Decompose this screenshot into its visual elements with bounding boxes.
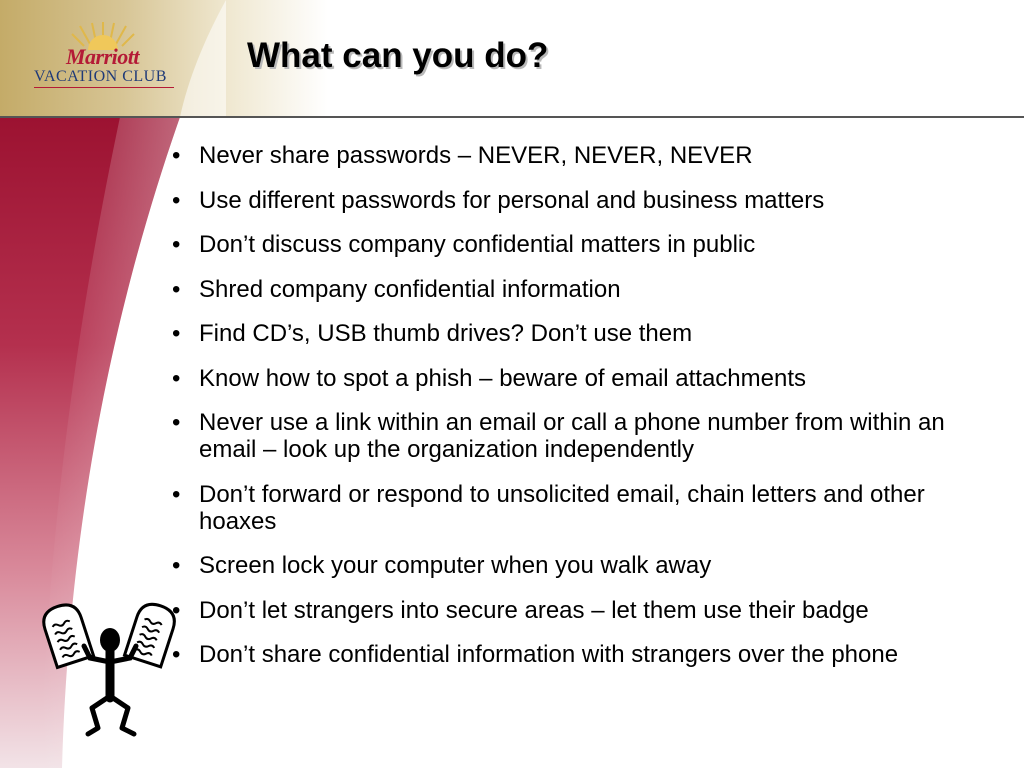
- slide-title: What can you do?: [247, 36, 549, 75]
- bullet-item: • Shred company confidential information: [170, 276, 1000, 303]
- bullet-item: • Don’t share confidential information with strangers over the phone: [170, 641, 1000, 668]
- marriott-vacation-club-logo: [28, 20, 178, 90]
- logo-subtitle-text: VACATION CLUB: [34, 68, 167, 85]
- bullet-item: • Don’t discuss company confidential matters in public: [170, 231, 1000, 258]
- bullet-item: • Never use a link within an email or call a phone number from within an email – look up the organization independently: [170, 409, 1000, 463]
- logo-underline: [34, 87, 174, 88]
- bullet-item: • Don’t let strangers into secure areas – let them use their badge: [170, 597, 1000, 624]
- stick-figure-tablets-icon: [40, 600, 180, 740]
- bullet-item: • Never share passwords – NEVER, NEVER, NEVER: [170, 142, 1000, 169]
- bullet-item: • Don’t forward or respond to unsolicited email, chain letters and other hoaxes: [170, 481, 1000, 535]
- bullet-item: • Use different passwords for personal and business matters: [170, 187, 1000, 214]
- logo-brand-text: Marriott: [66, 44, 140, 69]
- bullet-list: [170, 142, 1000, 686]
- bullet-item: • Find CD’s, USB thumb drives? Don’t use them: [170, 320, 1000, 347]
- bullet-item: • Screen lock your computer when you walk away: [170, 552, 1000, 579]
- header-rule: [0, 116, 1024, 118]
- bullet-item: • Know how to spot a phish – beware of email attachments: [170, 365, 1000, 392]
